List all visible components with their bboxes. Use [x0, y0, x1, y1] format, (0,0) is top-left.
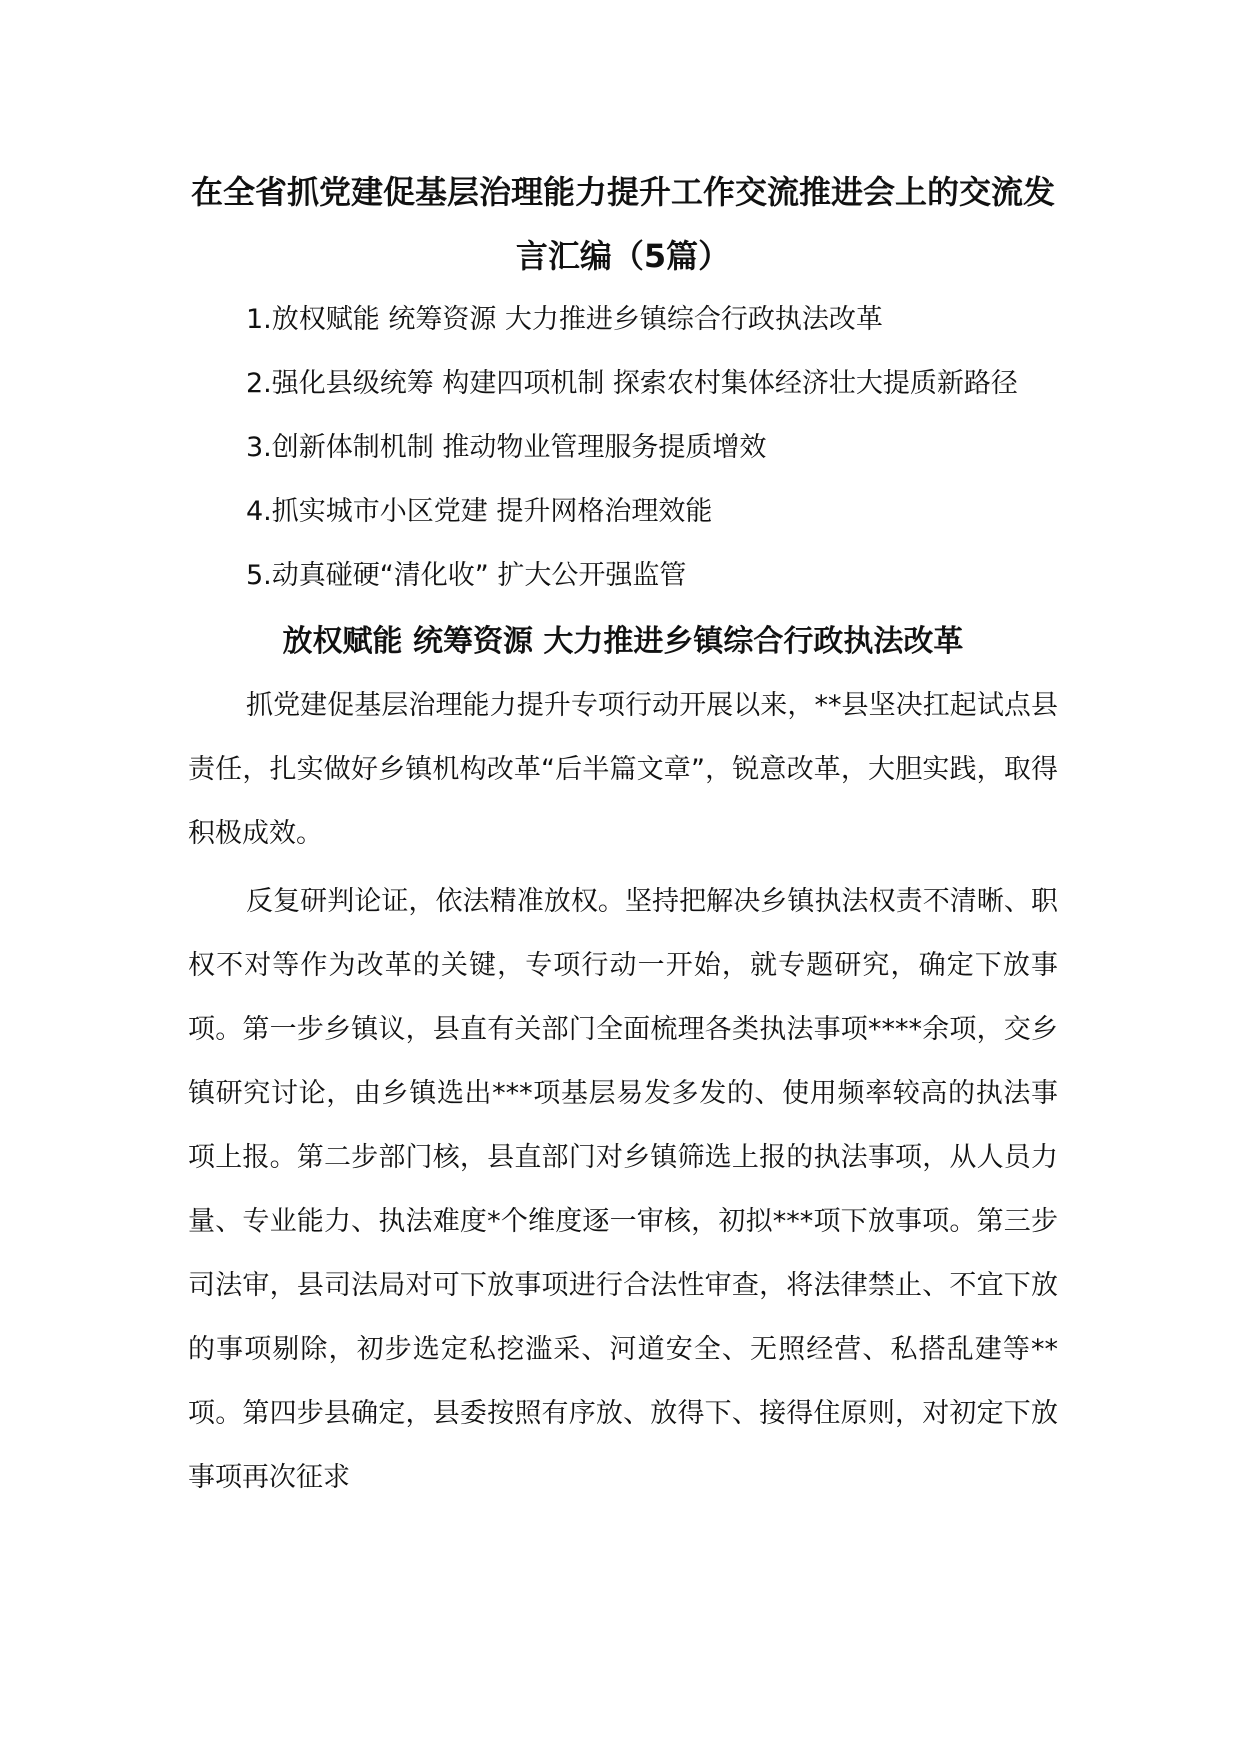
toc-item: 5.动真碰硬“清化收” 扩大公开强监管	[246, 560, 687, 591]
toc-item: 3.创新体制机制 推动物业管理服务提质增效	[246, 432, 767, 463]
toc-item: 1.放权赋能 统筹资源 大力推进乡镇综合行政执法改革	[246, 304, 883, 335]
body-paragraph: 抓党建促基层治理能力提升专项行动开展以来，**县坚决扛起试点县责任，扎实做好乡镇机构改革“后半篇文章”，锐意改革，大胆实践，取得积极成效。	[188, 690, 1058, 849]
section-heading: 放权赋能 统筹资源 大力推进乡镇综合行政执法改革	[282, 624, 964, 659]
document-title: 在全省抓党建促基层治理能力提升工作交流推进会上的交流发言汇编（5篇）	[190, 173, 1055, 275]
toc-item: 2.强化县级统筹 构建四项机制 探索农村集体经济壮大提质新路径	[246, 368, 1018, 399]
table-of-contents	[188, 288, 1058, 608]
body-paragraph: 反复研判论证，依法精准放权。坚持把解决乡镇执法权责不清晰、职权不对等作为改革的关键，专项行动一开始，就专题研究，确定下放事项。第一步乡镇议，县直有关部门全面梳理各类执法事项****余项，交乡镇研究讨论，由乡镇选出***项基层易发多发的、使用频率较高的执法事项上报。第二步部门核，县直部门对乡镇筛选上报的执法事项，从人员力量、专业能力、执法难度*个维度逐一审核，初拟***项下放事项。第三步司法审，县司法局对可下放事项进行合法性审查，将法律禁止、不宜下放的事项剔除，初步选定私挖滥采、河道安全、无照经营、私搭乱建等**项。第四步县确定，县委按照有序放、放得下、接得住原则，对初定下放事项再次征求	[188, 886, 1058, 1493]
toc-item: 4.抓实城市小区党建 提升网格治理效能	[246, 496, 713, 527]
document-page	[188, 160, 1058, 1514]
